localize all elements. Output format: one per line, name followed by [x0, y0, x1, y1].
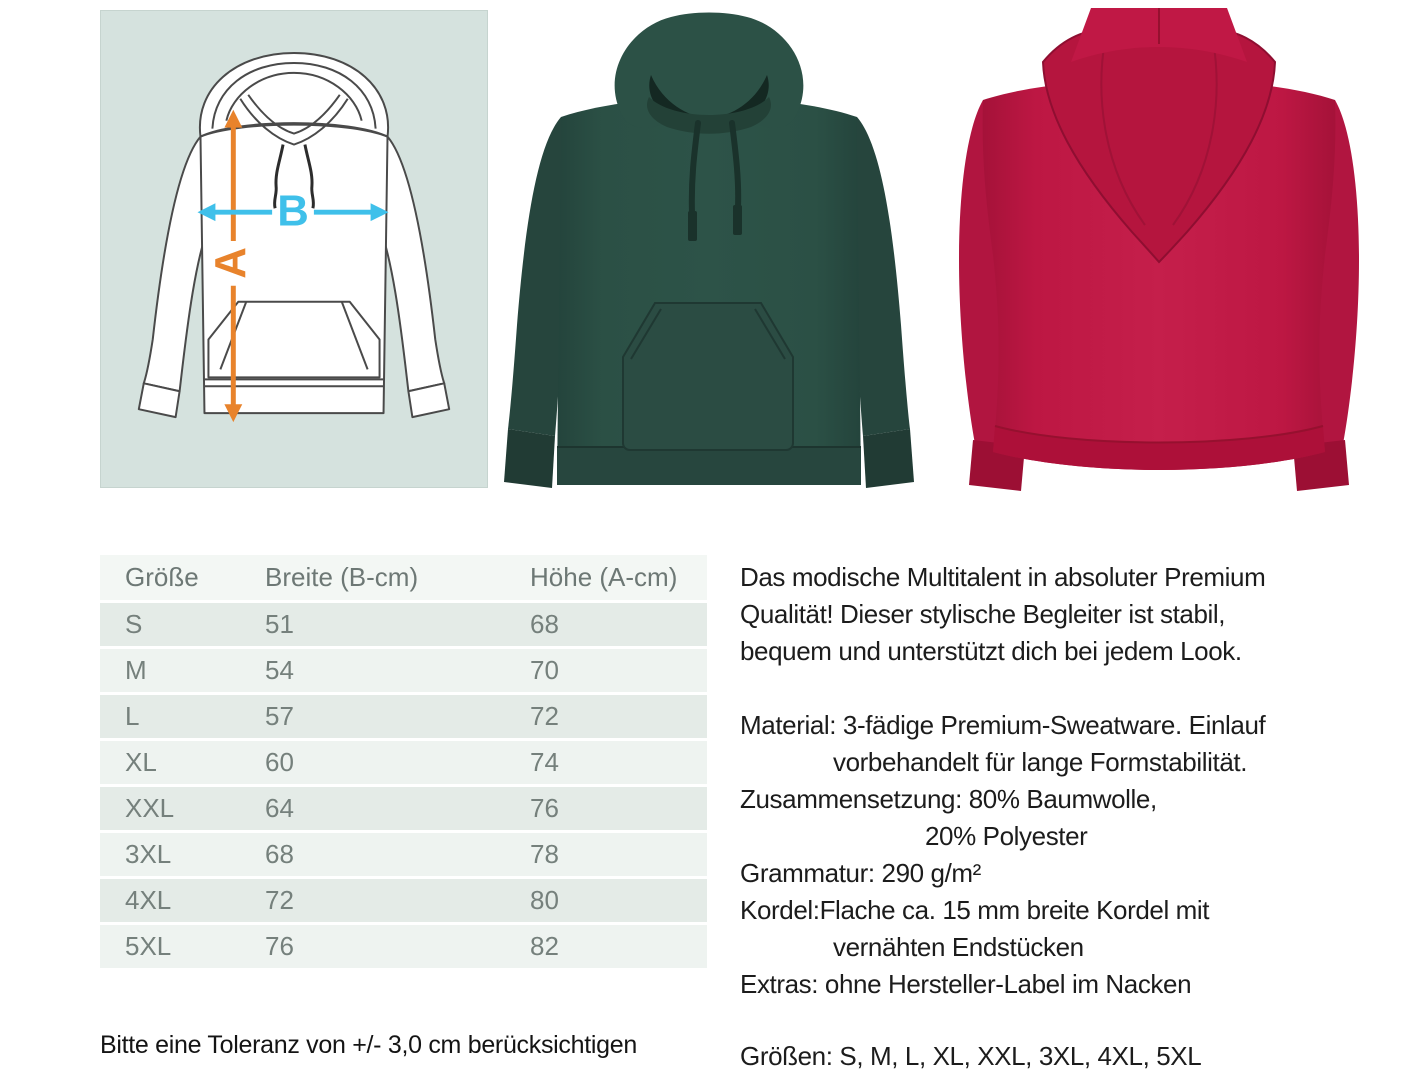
cell-hoehe: 80	[530, 885, 559, 915]
sizes-line: Größen: S, M, L, XL, XXL, 3XL, 4XL, 5XL	[740, 1041, 1202, 1071]
size-diagram-svg	[101, 11, 487, 487]
cell-breite: 68	[265, 839, 294, 869]
cell-size: XXL	[125, 793, 175, 823]
tolerance-note: Bitte eine Toleranz von +/- 3,0 cm berücksichtigen	[100, 1031, 637, 1059]
cell-hoehe: 74	[530, 747, 559, 777]
cell-size: 4XL	[125, 885, 172, 915]
cell-hoehe: 72	[530, 701, 559, 731]
cell-breite: 60	[265, 747, 294, 777]
description-line: Qualität! Dieser stylische Begleiter ist stabil,	[740, 599, 1226, 629]
description-line: Das modische Multitalent in absoluter Premium	[740, 562, 1266, 592]
cell-size: L	[125, 701, 140, 731]
cell-size: M	[125, 655, 147, 685]
spec-material: Material: 3-fädige Premium-Sweatware. Einlauf	[740, 710, 1266, 740]
table-row	[100, 649, 707, 692]
front-cuff-right	[863, 429, 914, 488]
cell-breite: 72	[265, 885, 294, 915]
spec-extras: Extras: ohne Hersteller-Label im Nacken	[740, 969, 1192, 999]
cell-breite: 64	[265, 793, 294, 823]
measure-label-a: A	[205, 247, 255, 279]
table-row	[100, 741, 707, 784]
hoodie-front-svg	[503, 5, 915, 493]
cell-size: S	[125, 609, 143, 639]
header-hoehe: Höhe (A-cm)	[530, 562, 678, 592]
spec-zusammensetzung-cont: 20% Polyester	[925, 821, 1088, 851]
cell-hoehe: 68	[530, 609, 559, 639]
cell-breite: 54	[265, 655, 294, 685]
front-aglet-right	[733, 205, 742, 235]
cell-size: 5XL	[125, 931, 172, 961]
header-breite: Breite (B-cm)	[265, 562, 419, 592]
spec-grammatur: Grammatur: 290 g/m²	[740, 858, 981, 888]
header-groesse: Größe	[125, 562, 199, 592]
size-table	[100, 555, 707, 971]
measure-label-b: B	[277, 186, 309, 236]
cell-breite: 76	[265, 931, 294, 961]
hoodie-back-svg	[943, 0, 1377, 495]
table-header-row	[100, 555, 707, 600]
hoodie-back-photo	[943, 0, 1377, 495]
front-cuff-left	[504, 429, 555, 488]
spec-material-cont: vorbehandelt für lange Formstabilität.	[833, 747, 1248, 777]
front-hood	[615, 13, 804, 129]
cell-breite: 57	[265, 701, 294, 731]
cell-hoehe: 70	[530, 655, 559, 685]
spec-zusammensetzung: Zusammensetzung: 80% Baumwolle,	[740, 784, 1157, 814]
cell-size: 3XL	[125, 839, 172, 869]
cell-hoehe: 78	[530, 839, 559, 869]
front-kangaroo-pocket	[623, 303, 793, 450]
cell-breite: 51	[265, 609, 294, 639]
table-row	[100, 787, 707, 830]
size-diagram-panel	[100, 10, 488, 488]
spec-kordel-cont: vernähten Endstücken	[833, 932, 1084, 962]
table-row	[100, 695, 707, 738]
table-row	[100, 925, 707, 968]
table-row	[100, 603, 707, 646]
description-intro	[740, 559, 1424, 670]
cell-hoehe: 76	[530, 793, 559, 823]
spec-kordel: Kordel:Flache ca. 15 mm breite Kordel mit	[740, 895, 1210, 925]
table-row	[100, 879, 707, 922]
front-hem-band	[557, 447, 861, 485]
cell-hoehe: 82	[530, 931, 559, 961]
description-line: bequem und unterstützt dich bei jedem Look.	[740, 636, 1242, 666]
cell-size: XL	[125, 747, 157, 777]
product-description	[740, 559, 1424, 1075]
front-aglet-left	[688, 211, 697, 241]
table-row	[100, 833, 707, 876]
hoodie-front-photo	[503, 5, 915, 493]
description-specs	[740, 707, 1424, 1003]
